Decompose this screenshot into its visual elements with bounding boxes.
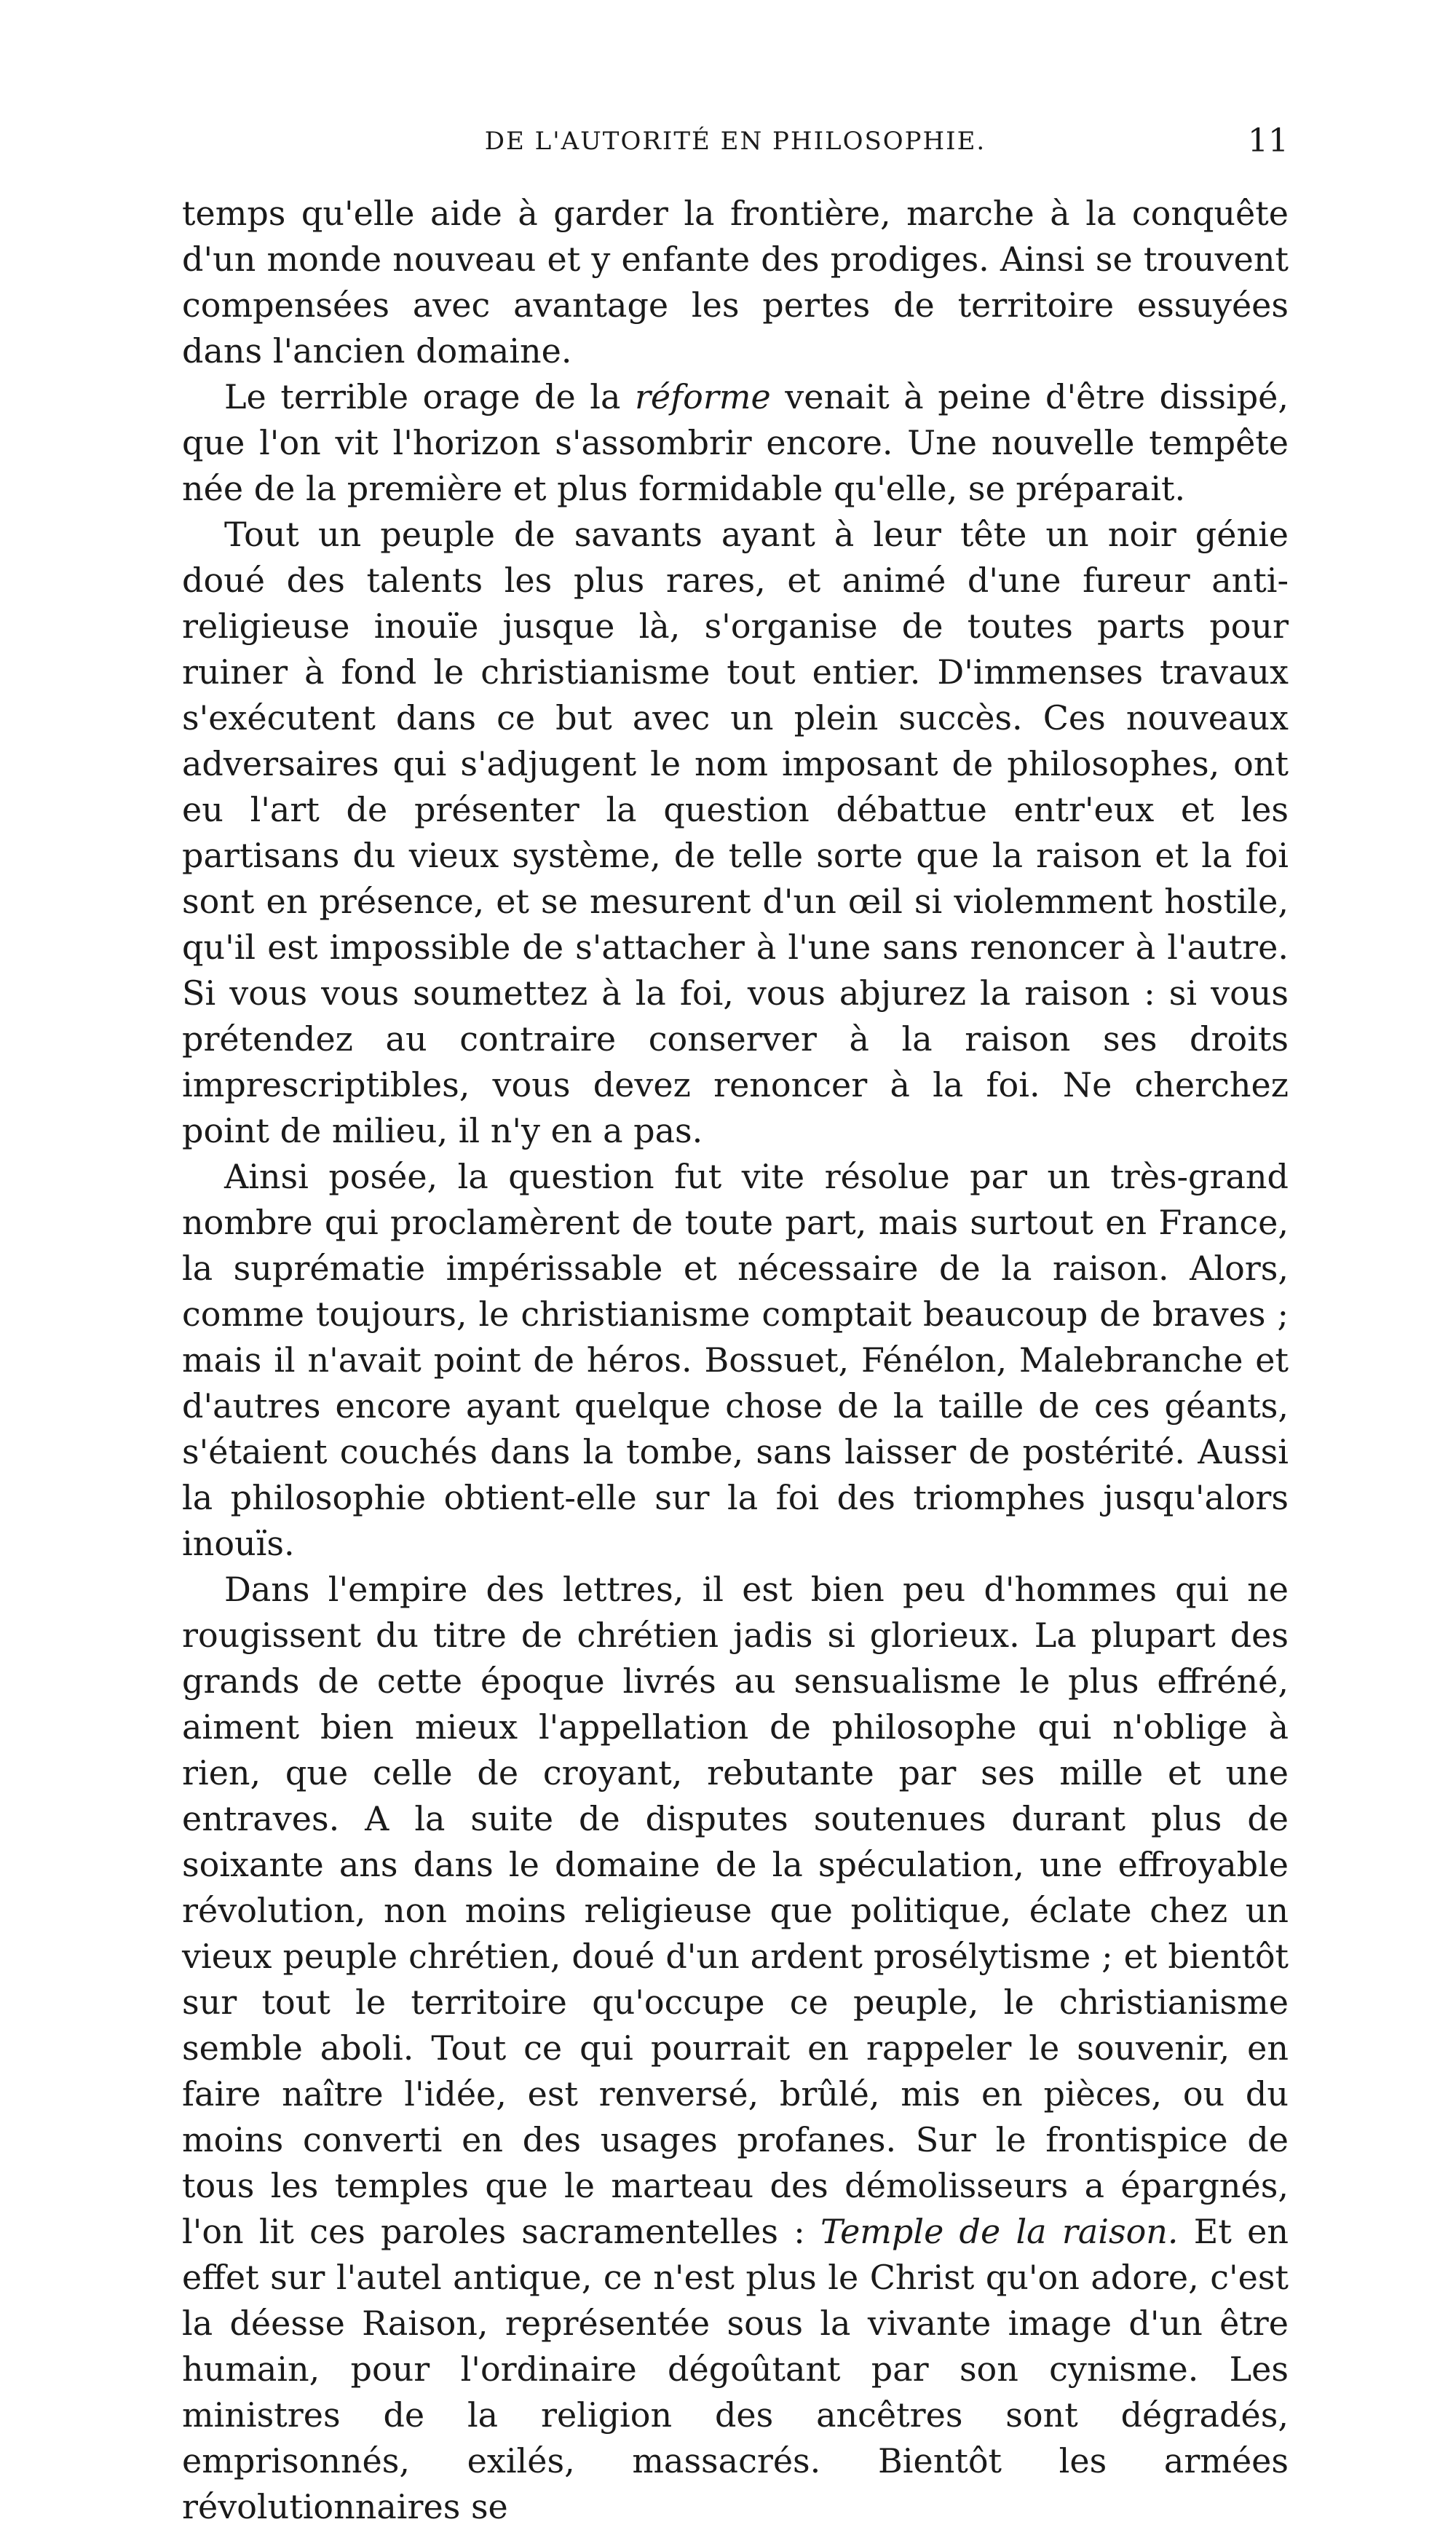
paragraph-text: Ainsi posée, la question fut vite résolue par un très-grand nombre qui proclamèrent de toute part, mais surtout en France, la suprématie impérissable et nécessaire de la raison. Alors, comme toujours, le christianisme comptait beaucoup de braves ; mais il n'avait point de héros. Bossuet, Fénélon, Malebranche et d'autres encore ayant quelque chose de la taille de ces géants, s'étaient couchés dans la tombe, sans laisser de postérité. Aussi la philosophie obtient-elle sur la foi des triomphes jusqu'alors inouïs. bbox=[182, 1157, 1289, 1563]
paragraph-text: Et en effet sur l'autel antique, ce n'est plus le Christ qu'on adore, c'est la déesse Raison, représentée sous la vivante image d'un être humain, pour l'ordinaire dégoûtant par son cynisme. Les ministres de la religion des ancêtres sont dégradés, emprisonnés, exilés, massacrés. Bientôt les armées révolutionnaires se bbox=[182, 2212, 1289, 2526]
paragraph bbox=[182, 1154, 1289, 1567]
running-title: DE L'AUTORITÉ EN PHILOSOPHIE. bbox=[484, 127, 986, 156]
paragraph bbox=[182, 1567, 1289, 2530]
paragraph-text: Le terrible orage de la bbox=[224, 377, 635, 416]
paragraph-text: venait à peine d'être dissipé, que l'on vit l'horizon s'assombrir encore. Une nouvelle tempête née de la première et plus formidable qu'elle, se préparait. bbox=[182, 377, 1289, 508]
page-header bbox=[182, 122, 1289, 166]
body-text bbox=[182, 191, 1289, 2530]
paragraph-text: Tout un peuple de savants ayant à leur tête un noir génie doué des talents les plus rares, et animé d'une fureur anti-religieuse inouïe jusque là, s'organise de toutes parts pour ruiner à fond le christianisme tout entier. D'immenses travaux s'exécutent dans ce but avec un plein succès. Ces nouveaux adversaires qui s'adjugent le nom imposant de philosophes, ont eu l'art de présenter la question débattue entr'eux et les partisans du vieux système, de telle sorte que la raison et la foi sont en présence, et se mesurent d'un œil si violemment hostile, qu'il est impossible de s'attacher à l'une sans renoncer à l'autre. Si vous vous soumettez à la foi, vous abjurez la raison : si vous prétendez au contraire conserver à la raison ses droits imprescriptibles, vous devez renoncer à la foi. Ne cherchez point de milieu, il n'y en a pas. bbox=[182, 515, 1289, 1150]
page-number: 11 bbox=[1248, 122, 1289, 159]
paragraph-text: Dans l'empire des lettres, il est bien peu d'hommes qui ne rougissent du titre de chrétien jadis si glorieux. La plupart des grands de cette époque livrés au sensualisme le plus effréné, aiment bien mieux l'appellation de philosophe qui n'oblige à rien, que celle de croyant, rebutante par ses mille et une entraves. A la suite de disputes soutenues durant plus de soixante ans dans le domaine de la spéculation, une effroyable révolution, non moins religieuse que politique, éclate chez un vieux peuple chrétien, doué d'un ardent prosélytisme ; et bientôt sur tout le territoire qu'occupe ce peuple, le christianisme semble aboli. Tout ce qui pourrait en rappeler le souvenir, en faire naître l'idée, est renversé, brûlé, mis en pièces, ou du moins converti en des usages profanes. Sur le frontispice de tous les temples que le marteau des démolisseurs a épargnés, l'on lit ces paroles sacramentelles : bbox=[182, 1570, 1289, 2251]
italic-term: réforme bbox=[634, 377, 771, 416]
paragraph-text: temps qu'elle aide à garder la frontière, marche à la conquête d'un monde nouveau et y enfante des prodiges. Ainsi se trouvent compensées avec avantage les pertes de territoire essuyées dans l'ancien domaine. bbox=[182, 194, 1289, 371]
italic-phrase: Temple de la raison. bbox=[820, 2212, 1179, 2251]
paragraph bbox=[182, 374, 1289, 512]
paragraph-continued bbox=[182, 191, 1289, 374]
paragraph bbox=[182, 512, 1289, 1154]
